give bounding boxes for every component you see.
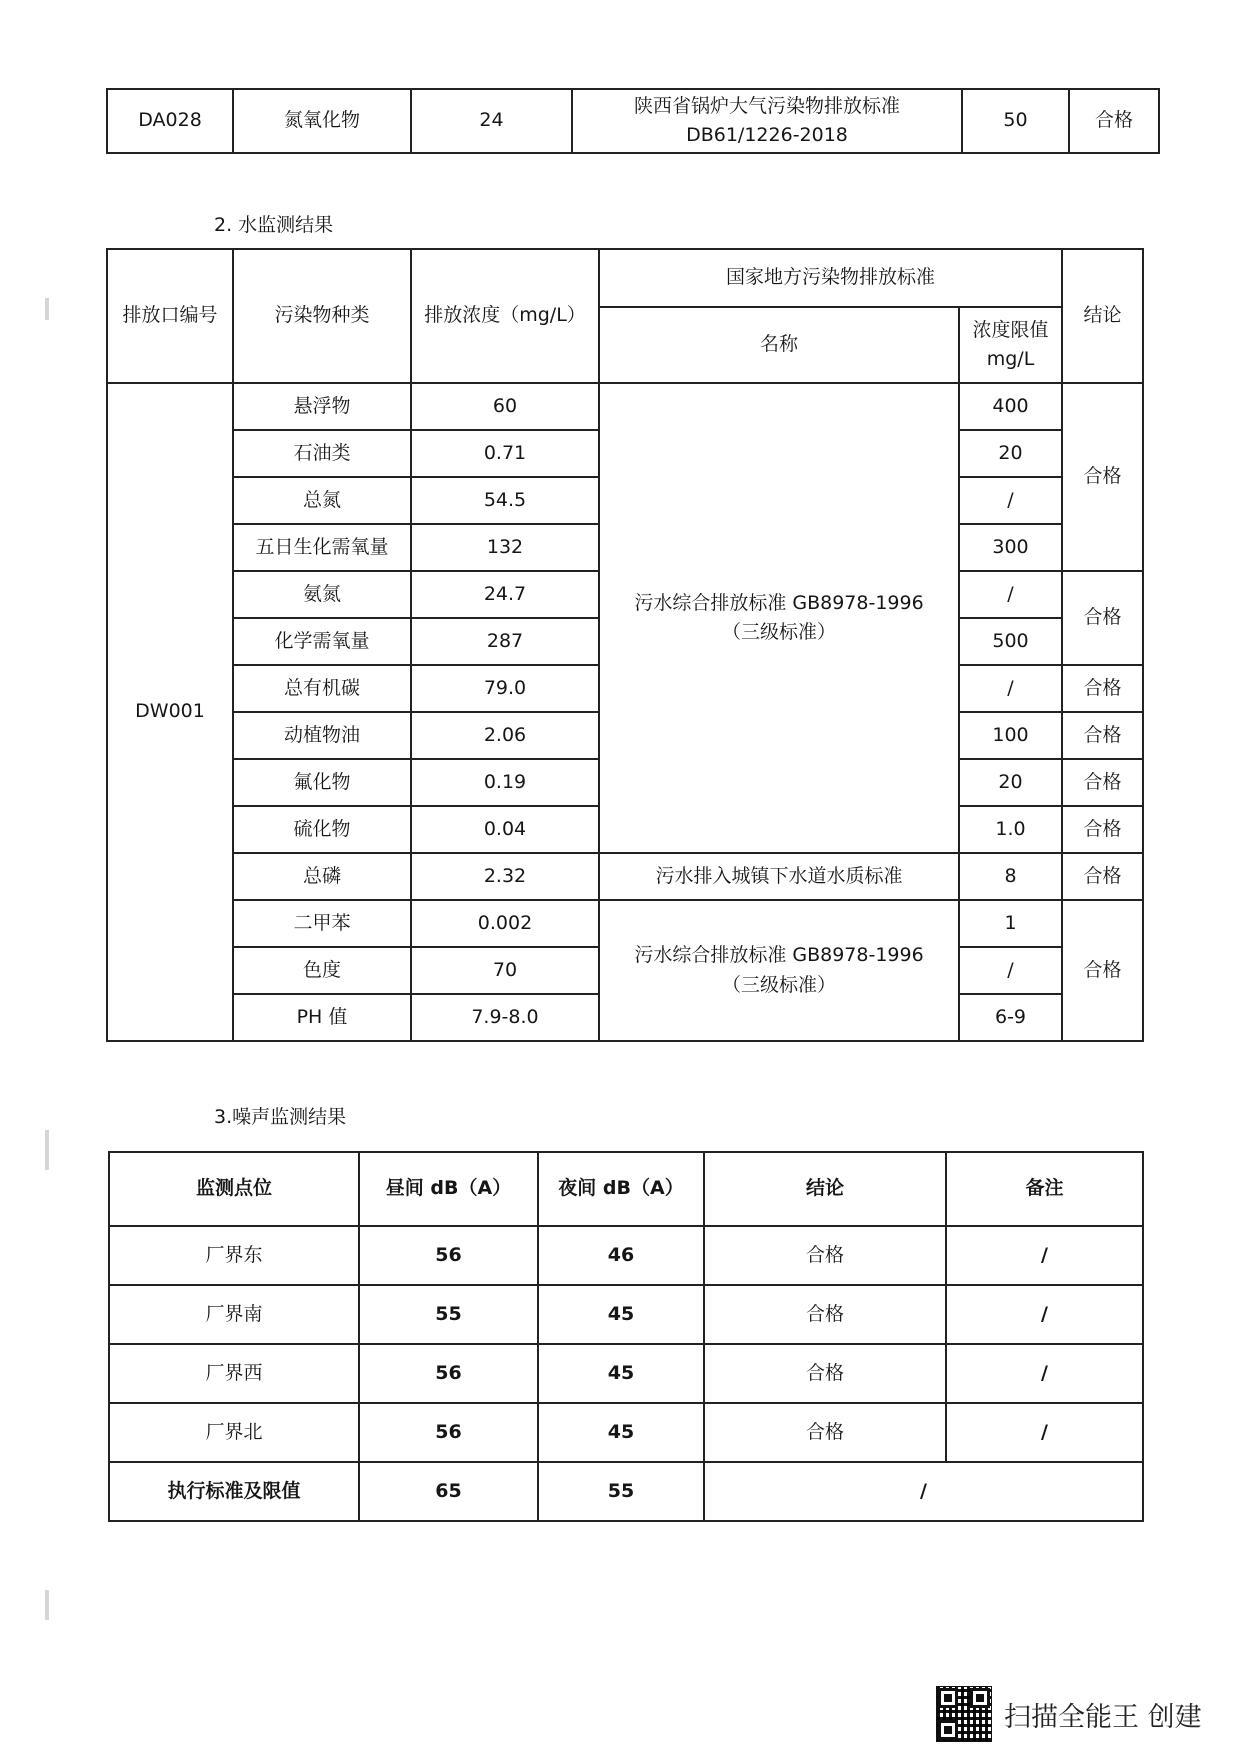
pollutant-name: 悬浮物 <box>233 383 411 430</box>
pollutant-name: 石油类 <box>233 430 411 477</box>
pollutant-name: 氨氮 <box>233 571 411 618</box>
table-row <box>107 383 1143 430</box>
limit-value: 1.0 <box>959 806 1062 853</box>
standard-row <box>109 1462 1143 1521</box>
day-value: 56 <box>359 1226 538 1285</box>
result-value: 合格 <box>1062 665 1143 712</box>
header-day: 昼间 dB（A） <box>359 1152 538 1226</box>
limit-value: 50 <box>962 89 1069 153</box>
scanner-watermark <box>936 1686 1202 1742</box>
pollutant-name: 总磷 <box>233 853 411 900</box>
emission-value: 0.002 <box>411 900 599 947</box>
result-value: 合格 <box>1062 383 1143 571</box>
pollutant-name: PH 值 <box>233 994 411 1041</box>
pollutant-name: 五日生化需氧量 <box>233 524 411 571</box>
header-standard-group: 国家地方污染物排放标准 <box>599 249 1062 307</box>
header-outlet: 排放口编号 <box>107 249 233 383</box>
standard-name <box>572 89 962 153</box>
result-value: 合格 <box>704 1403 946 1462</box>
header-limit <box>959 307 1062 383</box>
result-value: 合格 <box>1062 571 1143 665</box>
pollutant-name: 二甲苯 <box>233 900 411 947</box>
pollutant-name: 色度 <box>233 947 411 994</box>
emission-value: 7.9-8.0 <box>411 994 599 1041</box>
noise-result-table <box>108 1151 1144 1522</box>
note-value: / <box>946 1285 1143 1344</box>
water-result-table <box>106 248 1144 1042</box>
limit-value: / <box>959 571 1062 618</box>
air-result-table <box>106 88 1160 154</box>
result-value: 合格 <box>704 1285 946 1344</box>
pollutant-name: 化学需氧量 <box>233 618 411 665</box>
result-value: 合格 <box>1062 759 1143 806</box>
emission-value: 287 <box>411 618 599 665</box>
limit-value: 8 <box>959 853 1062 900</box>
header-night: 夜间 dB（A） <box>538 1152 704 1226</box>
limit-value: 1 <box>959 900 1062 947</box>
emission-value: 70 <box>411 947 599 994</box>
pollutant-name: 动植物油 <box>233 712 411 759</box>
emission-value: 2.06 <box>411 712 599 759</box>
header-concentration: 排放浓度（mg/L） <box>411 249 599 383</box>
table-row <box>109 1285 1143 1344</box>
day-value: 56 <box>359 1403 538 1462</box>
emission-value: 60 <box>411 383 599 430</box>
standard-line: 污水综合排放标准 GB8978-1996 <box>634 944 924 967</box>
result-value: 合格 <box>1062 806 1143 853</box>
header-result: 结论 <box>1062 249 1143 383</box>
header-result: 结论 <box>704 1152 946 1226</box>
result-value: 合格 <box>704 1226 946 1285</box>
header-pollutant: 污染物种类 <box>233 249 411 383</box>
standard-line: （三级标准） <box>721 973 836 996</box>
pollutant-name: 总有机碳 <box>233 665 411 712</box>
qr-code-icon <box>936 1686 992 1742</box>
pollutant-name: 总氮 <box>233 477 411 524</box>
standard-label: 执行标准及限值 <box>109 1462 359 1521</box>
outlet-code: DA028 <box>107 89 233 153</box>
limit-value: 20 <box>959 430 1062 477</box>
night-value: 45 <box>538 1403 704 1462</box>
night-value: 45 <box>538 1344 704 1403</box>
point-name: 厂界东 <box>109 1226 359 1285</box>
water-section-title: 2. 水监测结果 <box>214 214 334 236</box>
limit-value: 20 <box>959 759 1062 806</box>
table-row <box>109 1344 1143 1403</box>
day-limit: 65 <box>359 1462 538 1521</box>
outlet-code: DW001 <box>107 383 233 1041</box>
limit-value: 6-9 <box>959 994 1062 1041</box>
result-value: 合格 <box>1062 712 1143 759</box>
day-value: 56 <box>359 1344 538 1403</box>
pollutant-name: 氟化物 <box>233 759 411 806</box>
standard-name: 污水排入城镇下水道水质标准 <box>599 853 959 900</box>
standard-rest: / <box>704 1462 1143 1521</box>
night-value: 46 <box>538 1226 704 1285</box>
header-row <box>107 249 1143 307</box>
emission-value: 0.71 <box>411 430 599 477</box>
pollutant-name: 硫化物 <box>233 806 411 853</box>
emission-value: 79.0 <box>411 665 599 712</box>
table-row <box>107 89 1159 153</box>
emission-value: 0.19 <box>411 759 599 806</box>
header-limit-line: 浓度限值 <box>972 318 1049 341</box>
scan-artifact <box>45 1590 49 1620</box>
limit-value: / <box>959 947 1062 994</box>
standard-line: 污水综合排放标准 GB8978-1996 <box>634 591 924 614</box>
emission-value: 0.04 <box>411 806 599 853</box>
limit-value: 400 <box>959 383 1062 430</box>
limit-value: / <box>959 477 1062 524</box>
header-limit-unit: mg/L <box>986 348 1035 370</box>
standard-line: （三级标准） <box>721 621 836 643</box>
table-row <box>107 900 1143 947</box>
pollutant-name: 氮氧化物 <box>233 89 411 153</box>
header-point: 监测点位 <box>109 1152 359 1226</box>
table-row <box>109 1226 1143 1285</box>
noise-section-title: 3.噪声监测结果 <box>214 1106 347 1128</box>
point-name: 厂界西 <box>109 1344 359 1403</box>
limit-value: 500 <box>959 618 1062 665</box>
result-value: 合格 <box>1069 89 1159 153</box>
standard-line: 陕西省锅炉大气污染物排放标准 <box>633 94 900 117</box>
emission-value: 132 <box>411 524 599 571</box>
result-value: 合格 <box>1062 853 1143 900</box>
point-name: 厂界北 <box>109 1403 359 1462</box>
header-note: 备注 <box>946 1152 1143 1226</box>
header-row <box>109 1152 1143 1226</box>
point-name: 厂界南 <box>109 1285 359 1344</box>
watermark-text: 扫描全能王 创建 <box>1004 1701 1202 1733</box>
day-value: 55 <box>359 1285 538 1344</box>
result-value: 合格 <box>1062 900 1143 1041</box>
standard-name <box>599 900 959 1041</box>
note-value: / <box>946 1344 1143 1403</box>
limit-value: 300 <box>959 524 1062 571</box>
night-limit: 55 <box>538 1462 704 1521</box>
limit-value: / <box>959 665 1062 712</box>
scan-artifact <box>45 1130 49 1170</box>
emission-value: 24 <box>411 89 572 153</box>
table-row <box>107 853 1143 900</box>
standard-name <box>599 383 959 853</box>
emission-value: 2.32 <box>411 853 599 900</box>
emission-value: 24.7 <box>411 571 599 618</box>
standard-line: DB61/1226-2018 <box>686 124 848 146</box>
night-value: 45 <box>538 1285 704 1344</box>
note-value: / <box>946 1226 1143 1285</box>
header-name: 名称 <box>599 307 959 383</box>
table-row <box>109 1403 1143 1462</box>
scan-artifact <box>45 298 49 320</box>
note-value: / <box>946 1403 1143 1462</box>
emission-value: 54.5 <box>411 477 599 524</box>
result-value: 合格 <box>704 1344 946 1403</box>
limit-value: 100 <box>959 712 1062 759</box>
